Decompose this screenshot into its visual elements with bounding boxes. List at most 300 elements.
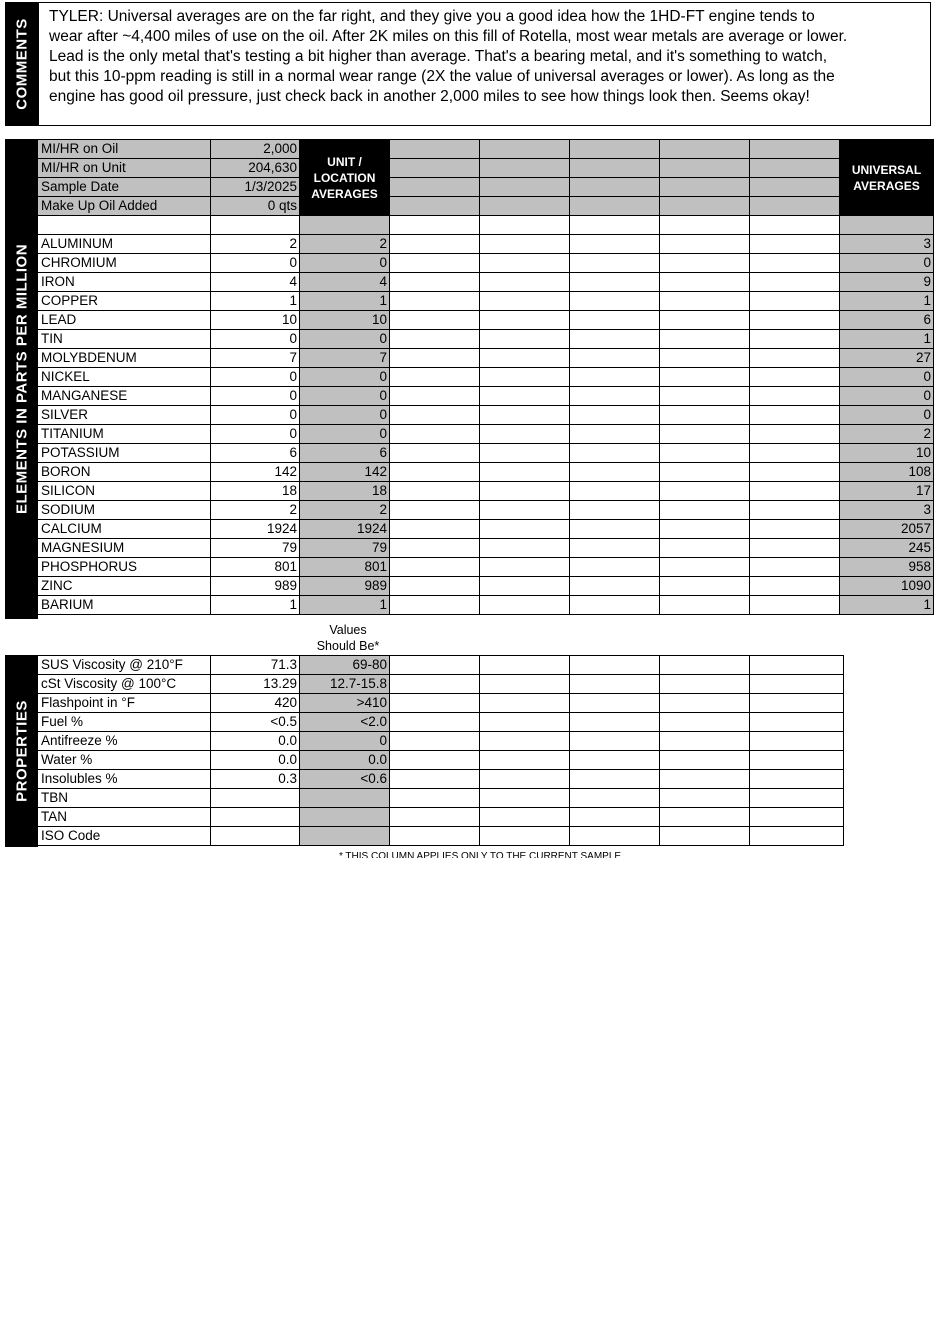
- blank-cell: [38, 216, 211, 235]
- empty-sample-cell: [750, 368, 840, 387]
- empty-sample-cell: [750, 292, 840, 311]
- property-value: 13.29: [211, 675, 300, 694]
- empty-sample-cell: [390, 197, 480, 216]
- empty-sample-cell: [570, 656, 660, 675]
- empty-sample-cell: [390, 827, 480, 846]
- comments-side-label: COMMENTS: [13, 18, 30, 110]
- empty-sample-cell: [570, 159, 660, 178]
- empty-sample-cell: [570, 197, 660, 216]
- empty-sample-cell: [570, 235, 660, 254]
- property-name: cSt Viscosity @ 100°C: [38, 675, 211, 694]
- should-be-note: [298, 622, 398, 654]
- empty-sample-cell: [390, 254, 480, 273]
- empty-sample-cell: [660, 444, 750, 463]
- element-row: [38, 273, 934, 292]
- empty-sample-cell: [750, 444, 840, 463]
- property-should-be: [300, 827, 390, 846]
- blank-cell: [480, 216, 570, 235]
- element-name: SILVER: [38, 406, 211, 425]
- element-row: [38, 577, 934, 596]
- element-name: MAGNESIUM: [38, 539, 211, 558]
- empty-sample-cell: [660, 254, 750, 273]
- element-row: [38, 520, 934, 539]
- empty-sample-cell: [660, 501, 750, 520]
- element-universal-average: 17: [840, 482, 934, 501]
- empty-sample-cell: [660, 732, 750, 751]
- property-name: TAN: [38, 808, 211, 827]
- empty-sample-cell: [750, 349, 840, 368]
- empty-sample-cell: [570, 732, 660, 751]
- element-universal-average: 0: [840, 406, 934, 425]
- empty-sample-cell: [750, 751, 844, 770]
- element-name: POTASSIUM: [38, 444, 211, 463]
- property-name: SUS Viscosity @ 210°F: [38, 656, 211, 675]
- should-be-note-line1: Values: [329, 623, 367, 637]
- element-value: 801: [211, 558, 300, 577]
- empty-sample-cell: [750, 732, 844, 751]
- empty-sample-cell: [480, 751, 570, 770]
- empty-sample-cell: [750, 789, 844, 808]
- empty-sample-cell: [660, 197, 750, 216]
- empty-sample-cell: [660, 558, 750, 577]
- element-universal-average: 0: [840, 254, 934, 273]
- empty-sample-cell: [480, 349, 570, 368]
- empty-sample-cell: [660, 140, 750, 159]
- blank-cell: [300, 216, 390, 235]
- element-name: SODIUM: [38, 501, 211, 520]
- empty-sample-cell: [390, 596, 480, 615]
- element-row: [38, 463, 934, 482]
- element-row: [38, 539, 934, 558]
- empty-sample-cell: [570, 178, 660, 197]
- property-should-be: [300, 789, 390, 808]
- empty-sample-cell: [480, 330, 570, 349]
- empty-sample-cell: [570, 789, 660, 808]
- element-unit-average: 801: [300, 558, 390, 577]
- element-value: 1924: [211, 520, 300, 539]
- empty-sample-cell: [480, 425, 570, 444]
- empty-sample-cell: [660, 463, 750, 482]
- blank-cell: [750, 216, 840, 235]
- element-universal-average: 6: [840, 311, 934, 330]
- element-unit-average: 2: [300, 235, 390, 254]
- empty-sample-cell: [390, 770, 480, 789]
- element-value: 0: [211, 254, 300, 273]
- empty-sample-cell: [570, 444, 660, 463]
- element-name: ALUMINUM: [38, 235, 211, 254]
- universal-averages-header: UNIVERSAL AVERAGES: [840, 140, 934, 216]
- empty-sample-cell: [390, 558, 480, 577]
- element-universal-average: 0: [840, 368, 934, 387]
- empty-sample-cell: [660, 751, 750, 770]
- empty-sample-cell: [660, 520, 750, 539]
- element-unit-average: 0: [300, 387, 390, 406]
- empty-sample-cell: [750, 577, 840, 596]
- property-name: TBN: [38, 789, 211, 808]
- empty-sample-cell: [660, 159, 750, 178]
- empty-sample-cell: [480, 732, 570, 751]
- empty-sample-cell: [660, 713, 750, 732]
- empty-sample-cell: [480, 770, 570, 789]
- empty-sample-cell: [390, 235, 480, 254]
- empty-sample-cell: [750, 273, 840, 292]
- element-value: 18: [211, 482, 300, 501]
- element-universal-average: 1090: [840, 577, 934, 596]
- meta-value: 204,630: [211, 159, 300, 178]
- element-row: [38, 406, 934, 425]
- property-value: [211, 808, 300, 827]
- empty-sample-cell: [570, 368, 660, 387]
- empty-sample-cell: [390, 694, 480, 713]
- empty-sample-cell: [750, 520, 840, 539]
- empty-sample-cell: [480, 292, 570, 311]
- empty-sample-cell: [570, 273, 660, 292]
- elements-side-label: ELEMENTS IN PARTS PER MILLION: [13, 243, 30, 515]
- empty-sample-cell: [480, 387, 570, 406]
- blank-cell: [660, 216, 750, 235]
- empty-sample-cell: [480, 254, 570, 273]
- empty-sample-cell: [570, 349, 660, 368]
- element-value: 0: [211, 406, 300, 425]
- empty-sample-cell: [480, 808, 570, 827]
- element-row: [38, 444, 934, 463]
- element-name: CHROMIUM: [38, 254, 211, 273]
- empty-sample-cell: [480, 368, 570, 387]
- empty-sample-cell: [660, 539, 750, 558]
- element-unit-average: 142: [300, 463, 390, 482]
- property-should-be: <0.6: [300, 770, 390, 789]
- empty-sample-cell: [480, 482, 570, 501]
- property-name: Flashpoint in °F: [38, 694, 211, 713]
- empty-sample-cell: [390, 789, 480, 808]
- element-row: [38, 425, 934, 444]
- empty-sample-cell: [660, 406, 750, 425]
- element-name: IRON: [38, 273, 211, 292]
- property-row: [38, 732, 844, 751]
- element-value: 7: [211, 349, 300, 368]
- empty-sample-cell: [570, 463, 660, 482]
- element-universal-average: 0: [840, 387, 934, 406]
- property-value: 0.0: [211, 751, 300, 770]
- property-should-be: 12.7-15.8: [300, 675, 390, 694]
- empty-sample-cell: [390, 482, 480, 501]
- property-value: <0.5: [211, 713, 300, 732]
- element-name: TIN: [38, 330, 211, 349]
- element-row: [38, 596, 934, 615]
- element-unit-average: 18: [300, 482, 390, 501]
- element-name: COPPER: [38, 292, 211, 311]
- empty-sample-cell: [480, 406, 570, 425]
- comments-text: TYLER: Universal averages are on the far right, and they give you a good idea how the 1HD-FT engine tends to wear after ~4,400 miles of use on the oil. After 2K miles on this fill of Rotella, most wear metals are average or lower. Lead is the only metal that's testing a bit higher than average. That's a bearing metal, and it's something to watch, but this 10-ppm reading is still in a normal wear range (2X the value of universal averages or lower). As long as the engine has good oil pressure, just check back in another 2,000 miles to see how things look then. Seems okay!: [49, 8, 848, 105]
- empty-sample-cell: [750, 482, 840, 501]
- empty-sample-cell: [390, 520, 480, 539]
- empty-sample-cell: [660, 368, 750, 387]
- element-row: [38, 368, 934, 387]
- element-value: 0: [211, 387, 300, 406]
- property-row: [38, 694, 844, 713]
- empty-sample-cell: [750, 827, 844, 846]
- element-universal-average: 1: [840, 330, 934, 349]
- element-value: 79: [211, 539, 300, 558]
- property-row: [38, 656, 844, 675]
- empty-sample-cell: [480, 178, 570, 197]
- empty-sample-cell: [750, 178, 840, 197]
- empty-sample-cell: [570, 140, 660, 159]
- empty-sample-cell: [480, 159, 570, 178]
- meta-row: [38, 159, 934, 178]
- element-name: MOLYBDENUM: [38, 349, 211, 368]
- empty-sample-cell: [750, 694, 844, 713]
- empty-sample-cell: [390, 330, 480, 349]
- empty-sample-cell: [750, 770, 844, 789]
- property-name: Water %: [38, 751, 211, 770]
- empty-sample-cell: [480, 827, 570, 846]
- element-value: 1: [211, 292, 300, 311]
- element-value: 6: [211, 444, 300, 463]
- empty-sample-cell: [570, 675, 660, 694]
- empty-sample-cell: [660, 425, 750, 444]
- empty-sample-cell: [390, 159, 480, 178]
- empty-sample-cell: [750, 425, 840, 444]
- meta-row: [38, 140, 934, 159]
- empty-sample-cell: [750, 713, 844, 732]
- empty-sample-cell: [390, 751, 480, 770]
- empty-sample-cell: [660, 330, 750, 349]
- empty-sample-cell: [390, 387, 480, 406]
- element-row: [38, 387, 934, 406]
- element-name: TITANIUM: [38, 425, 211, 444]
- empty-sample-cell: [390, 292, 480, 311]
- element-universal-average: 245: [840, 539, 934, 558]
- empty-sample-cell: [480, 235, 570, 254]
- element-universal-average: 958: [840, 558, 934, 577]
- element-unit-average: 1924: [300, 520, 390, 539]
- empty-sample-cell: [570, 311, 660, 330]
- element-universal-average: 1: [840, 292, 934, 311]
- element-value: 142: [211, 463, 300, 482]
- element-universal-average: 108: [840, 463, 934, 482]
- element-universal-average: 27: [840, 349, 934, 368]
- empty-sample-cell: [750, 197, 840, 216]
- empty-sample-cell: [750, 330, 840, 349]
- element-value: 10: [211, 311, 300, 330]
- meta-label: Make Up Oil Added: [38, 197, 211, 216]
- element-unit-average: 0: [300, 254, 390, 273]
- meta-row: [38, 178, 934, 197]
- properties-table: [37, 655, 844, 846]
- empty-sample-cell: [660, 387, 750, 406]
- empty-sample-cell: [750, 387, 840, 406]
- empty-sample-cell: [480, 273, 570, 292]
- element-unit-average: 0: [300, 368, 390, 387]
- empty-sample-cell: [390, 444, 480, 463]
- meta-label: MI/HR on Unit: [38, 159, 211, 178]
- empty-sample-cell: [480, 444, 570, 463]
- element-name: BARIUM: [38, 596, 211, 615]
- element-universal-average: 1: [840, 596, 934, 615]
- empty-sample-cell: [750, 596, 840, 615]
- empty-sample-cell: [570, 694, 660, 713]
- element-row: [38, 558, 934, 577]
- empty-sample-cell: [390, 140, 480, 159]
- empty-sample-cell: [570, 770, 660, 789]
- empty-sample-cell: [570, 520, 660, 539]
- element-universal-average: 3: [840, 235, 934, 254]
- element-unit-average: 4: [300, 273, 390, 292]
- element-unit-average: 0: [300, 406, 390, 425]
- meta-label: Sample Date: [38, 178, 211, 197]
- empty-sample-cell: [480, 789, 570, 808]
- empty-sample-cell: [390, 808, 480, 827]
- empty-sample-cell: [570, 577, 660, 596]
- empty-sample-cell: [390, 732, 480, 751]
- element-value: 4: [211, 273, 300, 292]
- element-name: NICKEL: [38, 368, 211, 387]
- empty-sample-cell: [660, 596, 750, 615]
- element-name: MANGANESE: [38, 387, 211, 406]
- meta-value: 2,000: [211, 140, 300, 159]
- meta-value: 1/3/2025: [211, 178, 300, 197]
- element-unit-average: 1: [300, 596, 390, 615]
- blank-cell: [840, 216, 934, 235]
- empty-sample-cell: [390, 675, 480, 694]
- empty-sample-cell: [660, 656, 750, 675]
- property-value: 0.3: [211, 770, 300, 789]
- element-unit-average: 2: [300, 501, 390, 520]
- meta-value: 0 qts: [211, 197, 300, 216]
- empty-sample-cell: [750, 159, 840, 178]
- element-value: 0: [211, 368, 300, 387]
- should-be-note-line2: Should Be*: [316, 639, 380, 653]
- empty-sample-cell: [660, 292, 750, 311]
- empty-sample-cell: [390, 577, 480, 596]
- empty-sample-cell: [570, 406, 660, 425]
- property-value: 71.3: [211, 656, 300, 675]
- property-row: [38, 751, 844, 770]
- property-should-be: 0.0: [300, 751, 390, 770]
- empty-sample-cell: [570, 539, 660, 558]
- property-value: [211, 789, 300, 808]
- property-name: Insolubles %: [38, 770, 211, 789]
- elements-side-bar: [5, 139, 38, 619]
- meta-label: MI/HR on Oil: [38, 140, 211, 159]
- empty-sample-cell: [660, 789, 750, 808]
- comments-box: [38, 2, 931, 126]
- empty-sample-cell: [480, 140, 570, 159]
- empty-sample-cell: [570, 387, 660, 406]
- empty-sample-cell: [660, 675, 750, 694]
- property-row: [38, 770, 844, 789]
- element-universal-average: 9: [840, 273, 934, 292]
- empty-sample-cell: [570, 827, 660, 846]
- blank-cell: [570, 216, 660, 235]
- property-should-be: 0: [300, 732, 390, 751]
- empty-sample-cell: [750, 463, 840, 482]
- properties-side-bar: [5, 655, 38, 847]
- element-name: ZINC: [38, 577, 211, 596]
- element-unit-average: 6: [300, 444, 390, 463]
- empty-sample-cell: [750, 235, 840, 254]
- empty-sample-cell: [480, 558, 570, 577]
- element-unit-average: 0: [300, 330, 390, 349]
- empty-sample-cell: [480, 197, 570, 216]
- empty-sample-cell: [570, 292, 660, 311]
- empty-sample-cell: [660, 311, 750, 330]
- property-row: [38, 675, 844, 694]
- element-universal-average: 2057: [840, 520, 934, 539]
- elements-table: [37, 139, 934, 615]
- empty-sample-cell: [570, 330, 660, 349]
- empty-sample-cell: [750, 656, 844, 675]
- empty-sample-cell: [480, 596, 570, 615]
- blank-cell: [390, 216, 480, 235]
- element-name: SILICON: [38, 482, 211, 501]
- property-name: Antifreeze %: [38, 732, 211, 751]
- empty-sample-cell: [480, 656, 570, 675]
- property-should-be: 69-80: [300, 656, 390, 675]
- empty-sample-cell: [390, 713, 480, 732]
- footnote: * THIS COLUMN APPLIES ONLY TO THE CURRENT SAMPLE: [338, 852, 622, 858]
- element-value: 2: [211, 501, 300, 520]
- empty-sample-cell: [570, 596, 660, 615]
- empty-sample-cell: [570, 558, 660, 577]
- empty-sample-cell: [390, 463, 480, 482]
- element-value: 989: [211, 577, 300, 596]
- element-row: [38, 330, 934, 349]
- empty-sample-cell: [660, 577, 750, 596]
- empty-sample-cell: [480, 713, 570, 732]
- empty-sample-cell: [660, 235, 750, 254]
- property-row: [38, 827, 844, 846]
- element-name: LEAD: [38, 311, 211, 330]
- element-unit-average: 989: [300, 577, 390, 596]
- empty-sample-cell: [750, 675, 844, 694]
- property-row: [38, 713, 844, 732]
- property-value: 0.0: [211, 732, 300, 751]
- empty-sample-cell: [660, 808, 750, 827]
- empty-sample-cell: [570, 713, 660, 732]
- empty-sample-cell: [570, 254, 660, 273]
- element-row: [38, 501, 934, 520]
- empty-sample-cell: [390, 406, 480, 425]
- empty-sample-cell: [480, 675, 570, 694]
- empty-sample-cell: [480, 694, 570, 713]
- empty-sample-cell: [750, 311, 840, 330]
- property-row: [38, 808, 844, 827]
- element-value: 0: [211, 425, 300, 444]
- element-row: [38, 235, 934, 254]
- comments-side-bar: [5, 2, 38, 126]
- empty-sample-cell: [480, 501, 570, 520]
- element-name: CALCIUM: [38, 520, 211, 539]
- property-value: [211, 827, 300, 846]
- element-universal-average: 2: [840, 425, 934, 444]
- empty-sample-cell: [750, 558, 840, 577]
- empty-sample-cell: [390, 539, 480, 558]
- empty-sample-cell: [570, 501, 660, 520]
- empty-sample-cell: [750, 406, 840, 425]
- empty-sample-cell: [570, 425, 660, 444]
- empty-sample-cell: [480, 539, 570, 558]
- empty-sample-cell: [390, 311, 480, 330]
- separator-row: [38, 216, 934, 235]
- element-name: PHOSPHORUS: [38, 558, 211, 577]
- property-name: Fuel %: [38, 713, 211, 732]
- empty-sample-cell: [660, 273, 750, 292]
- empty-sample-cell: [390, 501, 480, 520]
- element-unit-average: 79: [300, 539, 390, 558]
- element-unit-average: 1: [300, 292, 390, 311]
